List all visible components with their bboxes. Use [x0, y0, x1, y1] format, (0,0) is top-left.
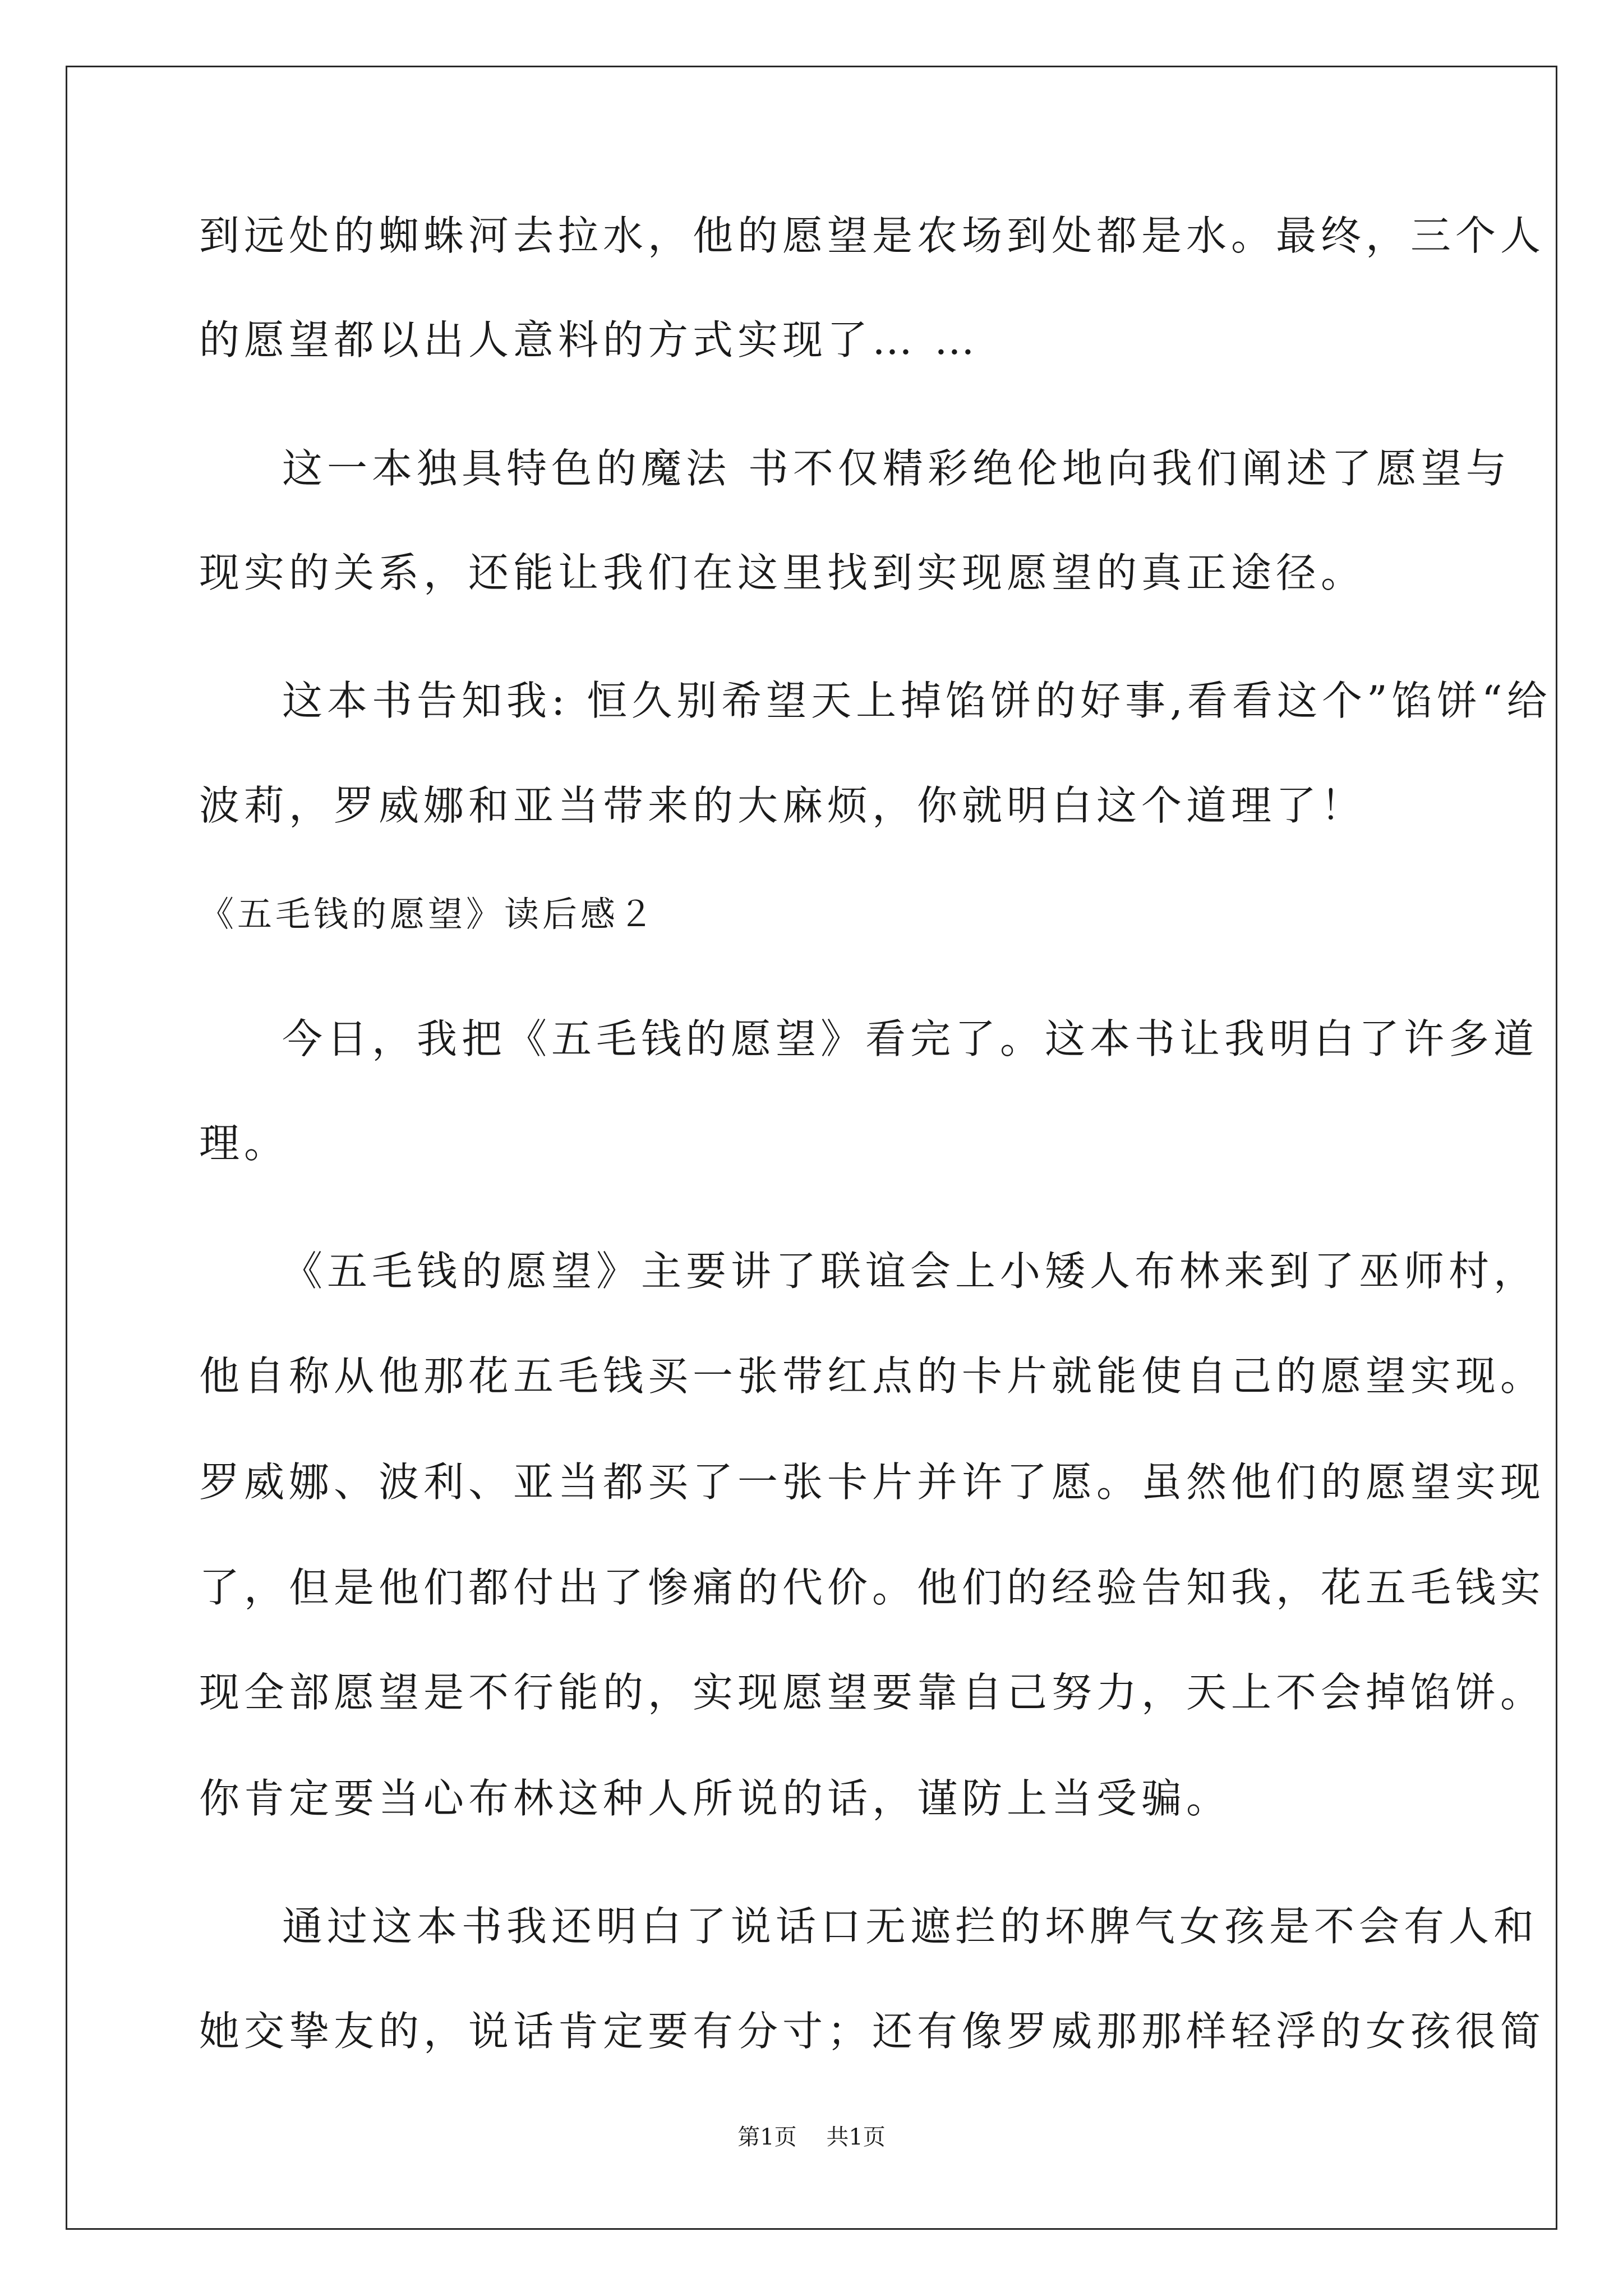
text-line: 理。 — [199, 1120, 289, 1167]
text-line: 了，但是他们都付出了惨痛的代价。他们的经验告知我，花五毛钱实 — [199, 1564, 1546, 1611]
text-line: 现实的关系，还能让我们在这里找到实现愿望的真正途径。 — [199, 549, 1366, 596]
page-number: 第1页 — [737, 2124, 797, 2150]
text-line: 到远处的蜘蛛河去拉水，他的愿望是农场到处都是水。最终，三个人 — [199, 212, 1546, 259]
text-line: 罗威娜、波利、亚当都买了一张卡片并许了愿。虽然他们的愿望实现 — [199, 1458, 1546, 1506]
paragraph-start: 这一本独具特色的魔法 书不仅精彩绝伦地向我们阐述了愿望与 — [282, 445, 1511, 492]
section-heading: 《五毛钱的愿望》读后感２ — [199, 894, 657, 935]
page-footer — [0, 2123, 1623, 2151]
text-line: 现全部愿望是不行能的，实现愿望要靠自己努力，天上不会掉馅饼。 — [199, 1669, 1546, 1716]
paragraph-start: 这本书告知我: 恒久别希望天上掉馅饼的好事,看看这个”馅饼“给 — [282, 677, 1552, 724]
text-line: 他自称从他那花五毛钱买一张带红点的卡片就能使自己的愿望实现。 — [199, 1352, 1546, 1400]
text-line: 波莉，罗威娜和亚当带来的大麻烦，你就明白这个道理了！ — [199, 782, 1366, 829]
text-line: 你肯定要当心布林这种人所说的话，谨防上当受骗。 — [199, 1775, 1232, 1822]
paragraph-start: 通过这本书我还明白了说话口无遮拦的坏脾气女孩是不会有人和 — [282, 1903, 1539, 1950]
paragraph-start: 《五毛钱的愿望》主要讲了联谊会上小矮人布林来到了巫师村， — [282, 1248, 1539, 1295]
paragraph-start: 今日，我把《五毛钱的愿望》看完了。这本书让我明白了许多道 — [282, 1015, 1539, 1062]
text-line: 的愿望都以出人意料的方式实现了… … — [199, 316, 979, 364]
text-line: 她交挚友的，说话肯定要有分寸；还有像罗威那那样轻浮的女孩很简 — [199, 2008, 1546, 2055]
page-total: 共1页 — [826, 2124, 886, 2150]
